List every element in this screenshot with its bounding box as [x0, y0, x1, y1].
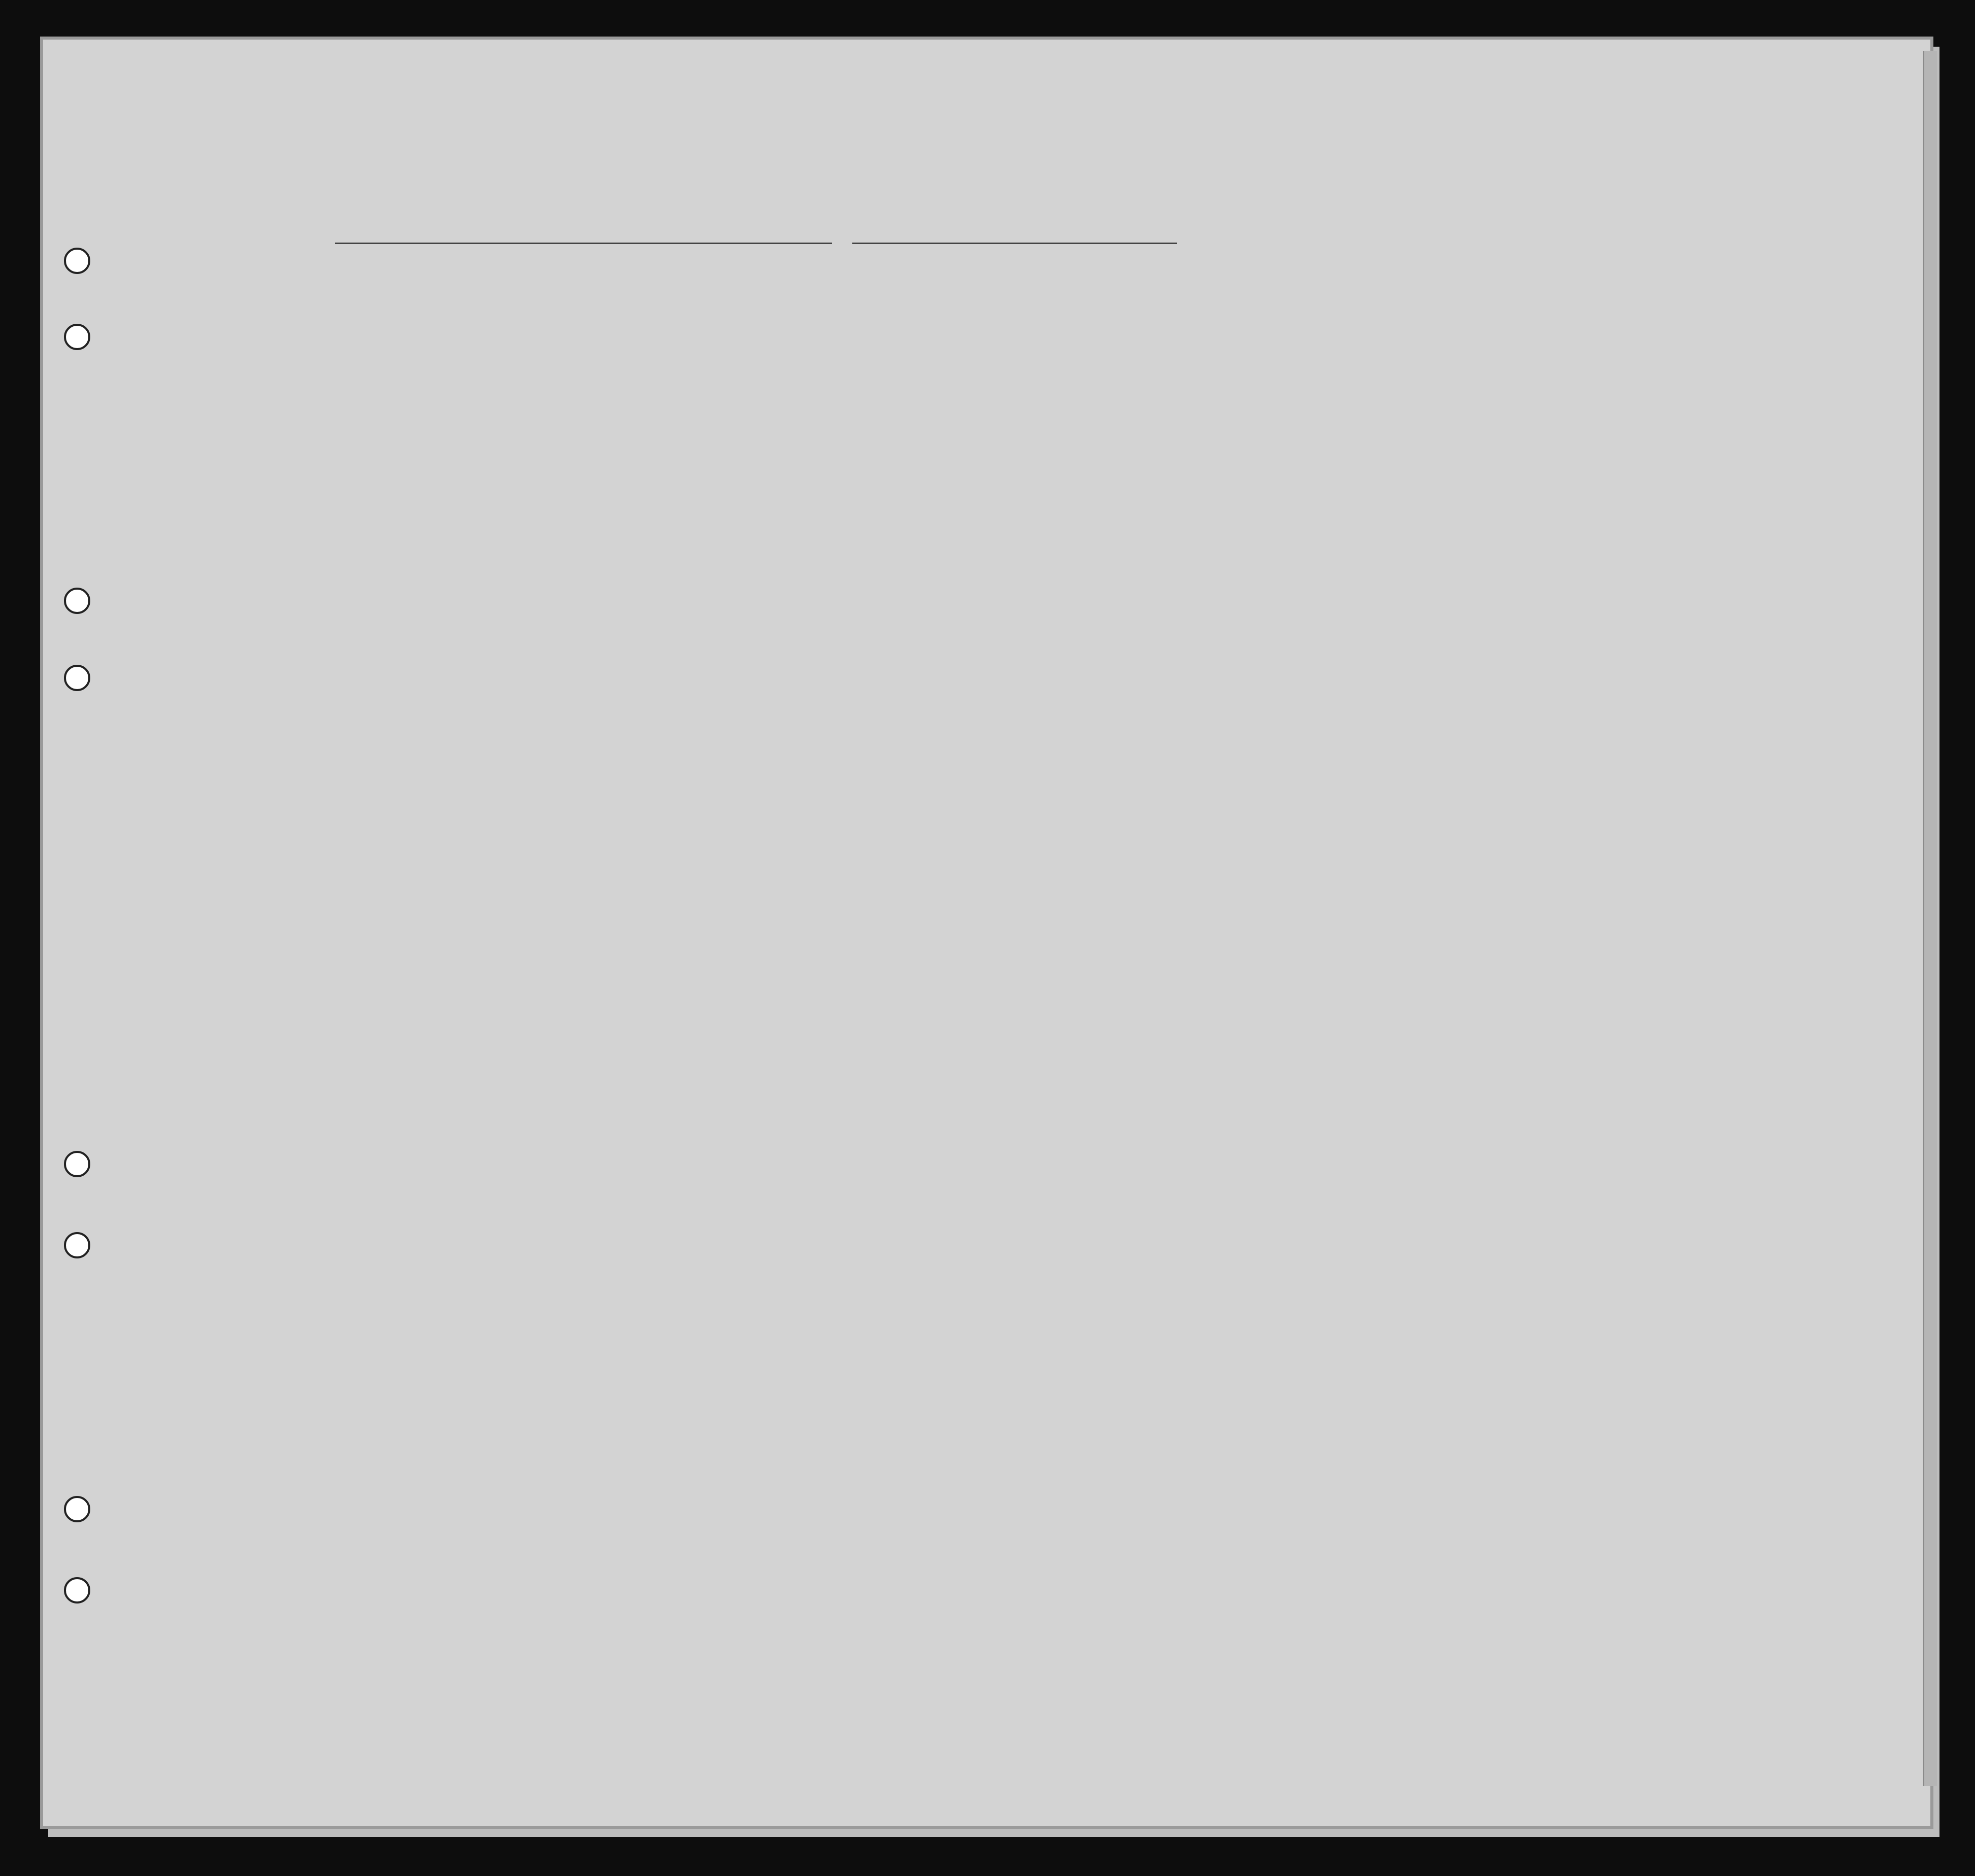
- header-prison: [1239, 304, 1290, 436]
- header-ticket: [557, 304, 594, 436]
- punch-hole: [64, 324, 90, 350]
- punch-hole: [64, 1577, 90, 1604]
- punch-hole: [64, 1151, 90, 1177]
- header-arrested: [1458, 304, 1478, 436]
- punch-hole: [64, 248, 90, 274]
- header-purpose-citizen: [1212, 335, 1237, 436]
- header-feet: [1597, 365, 1620, 431]
- header-excluded: [1437, 304, 1457, 436]
- header-purpose-return: [1138, 335, 1181, 436]
- header-fifty-dollars: [682, 304, 717, 441]
- header-polygamist: [1292, 304, 1315, 436]
- punch-hole: [64, 1232, 90, 1258]
- punch-hole: [64, 1496, 90, 1522]
- header-overthrow: [1340, 304, 1394, 436]
- punch-hole: [64, 665, 90, 691]
- header-inches: [1621, 365, 1645, 431]
- header-offer: [1395, 304, 1436, 436]
- header-anarchist: [1316, 304, 1339, 436]
- punch-hole: [64, 588, 90, 614]
- header-purpose-length: [1182, 335, 1211, 436]
